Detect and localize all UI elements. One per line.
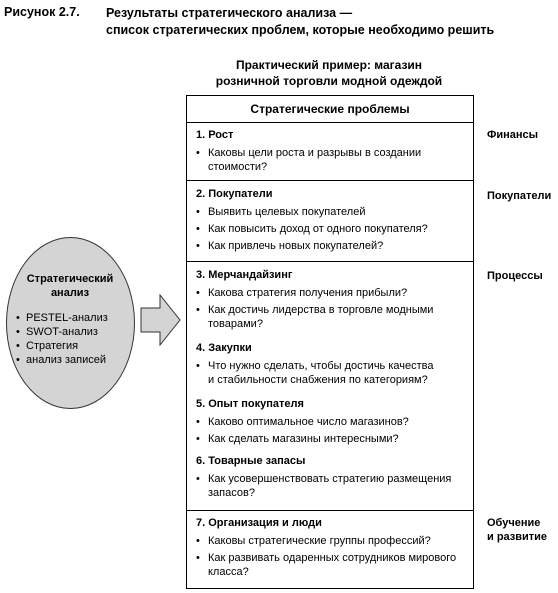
figure-title-line-2: список стратегических проблем, которые необходимо решить [106, 23, 495, 37]
example-title-line-2: розничной торговли модной одеждой [215, 74, 443, 88]
figure-title-line-1: Результаты стратегического анализа — [106, 6, 353, 20]
group-customers [187, 180, 473, 262]
section-title-customers: 2. Покупатели [196, 188, 273, 200]
section-title-experience: 5. Опыт покупателя [196, 398, 304, 410]
strategic-analysis-title-line-2: анализ [50, 287, 90, 299]
analysis-item-pestel: • PESTEL-анализ [14, 311, 132, 325]
group-processes [187, 261, 473, 511]
list-item: • Как достичь лидерства в торговле модными товарами? [196, 304, 434, 330]
strategic-analysis-title-line-1: Стратегический [26, 273, 114, 285]
list-item: • Как привлечь новых покупателей? [196, 240, 384, 252]
section-title-organization: 7. Организация и люди [196, 517, 322, 529]
example-title [186, 57, 472, 89]
list-item: • Каковы цели роста и разрывы в создании стоимости? [196, 147, 422, 173]
list-item: • Как повысить доход от одного покупателя? [196, 223, 428, 235]
arrow-right-icon [140, 294, 182, 346]
group-finance [187, 123, 473, 180]
strategic-issues-table [186, 95, 474, 589]
section-title-growth: 1. Рост [196, 129, 234, 141]
list-item: • Как сделать магазины интересными? [196, 433, 399, 445]
section-title-merchandising: 3. Мерчандайзинг [196, 269, 293, 281]
perspective-learning [487, 516, 557, 544]
perspective-learning-line-1: Обучение [487, 517, 541, 529]
table-header: Стратегические проблемы [187, 96, 473, 123]
section-title-inventory: 6. Товарные запасы [196, 455, 306, 467]
list-item: • Какова стратегия получения прибыли? [196, 287, 408, 299]
analysis-item-swot: • SWOT-анализ [14, 325, 132, 339]
list-item: • Выявить целевых покупателей [196, 206, 366, 218]
perspective-learning-line-2: и развитие [487, 531, 548, 543]
example-title-line-1: Практический пример: магазин [235, 58, 423, 72]
perspective-finance: Финансы [487, 129, 539, 141]
list-item: • Каковы стратегические группы профессий? [196, 535, 431, 547]
strategic-analysis-title [8, 272, 132, 300]
list-item: • Что нужно сделать, чтобы достичь качества и стабильности снабжения по категориям? [196, 360, 434, 386]
list-item: • Как развивать одаренных сотрудников мирового класса? [196, 552, 457, 578]
strategic-analysis-list [14, 311, 132, 367]
group-learning [187, 510, 473, 588]
list-item: • Как усовершенствовать стратегию размещения запасов? [196, 473, 452, 499]
perspective-customers: Покупатели [487, 190, 552, 202]
figure-label: Рисунок 2.7. [4, 5, 80, 19]
section-title-purchasing: 4. Закупки [196, 342, 252, 354]
analysis-item-strategy: • Стратегия [14, 339, 132, 353]
figure-title [106, 5, 494, 39]
perspective-processes: Процессы [487, 270, 543, 282]
analysis-item-records: • анализ записей [14, 353, 132, 367]
list-item: • Каково оптимальное число магазинов? [196, 416, 409, 428]
